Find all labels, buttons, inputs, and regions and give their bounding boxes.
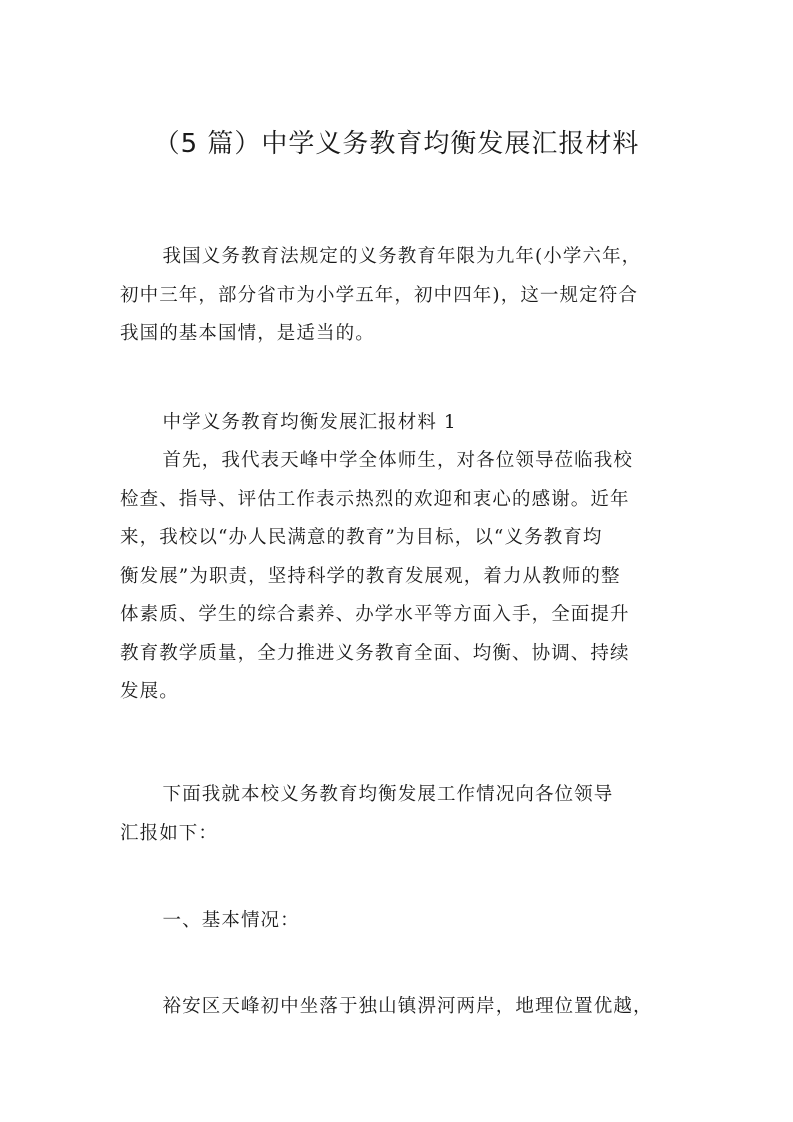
text-line: 体素质、学生的综合素养、办学水平等方面入手，全面提升 <box>120 604 630 625</box>
text-line: 首先，我代表天峰中学全体师生，对各位领导莅临我校 <box>162 450 633 471</box>
text-line: 下面我就本校义务教育均衡发展工作情况向各位领导 <box>162 784 614 805</box>
text-line: 来，我校以“办人民满意的教育”为目标，以“义务教育均 <box>120 527 603 548</box>
paragraph-welcome <box>120 442 680 712</box>
section-heading-1 <box>120 404 680 443</box>
text-line: 中学义务教育均衡发展汇报材料 1 <box>162 412 457 433</box>
document-title: （5 篇）中学义务教育均衡发展汇报材料 <box>153 129 640 159</box>
section-heading-basic <box>120 902 680 941</box>
text-line: 衡发展”为职责，坚持科学的教育发展观，着力从教师的整 <box>120 565 621 587</box>
text-line: 我国义务教育法规定的义务教育年限为九年(小学六年， <box>162 246 642 267</box>
text-line: 发展。 <box>120 681 179 702</box>
text-line: 一、基本情况： <box>162 910 300 931</box>
paragraph-intro <box>120 238 680 354</box>
text-line: 我国的基本国情，是适当的。 <box>120 323 375 344</box>
text-line: 汇报如下： <box>120 822 219 844</box>
paragraph-report-intro <box>120 776 680 853</box>
text-line: 教育教学质量，全力推进义务教育全面、均衡、协调、持续 <box>120 642 630 664</box>
text-line: 裕安区天峰初中坐落于独山镇淠河两岸，地理位置优越， <box>162 996 653 1017</box>
text-line: 初中三年，部分省市为小学五年，初中四年)，这一规定符合 <box>120 284 638 306</box>
paragraph-location <box>120 988 680 1027</box>
text-line: 检查、指导、评估工作表示热烈的欢迎和衷心的感谢。近年 <box>120 488 630 510</box>
